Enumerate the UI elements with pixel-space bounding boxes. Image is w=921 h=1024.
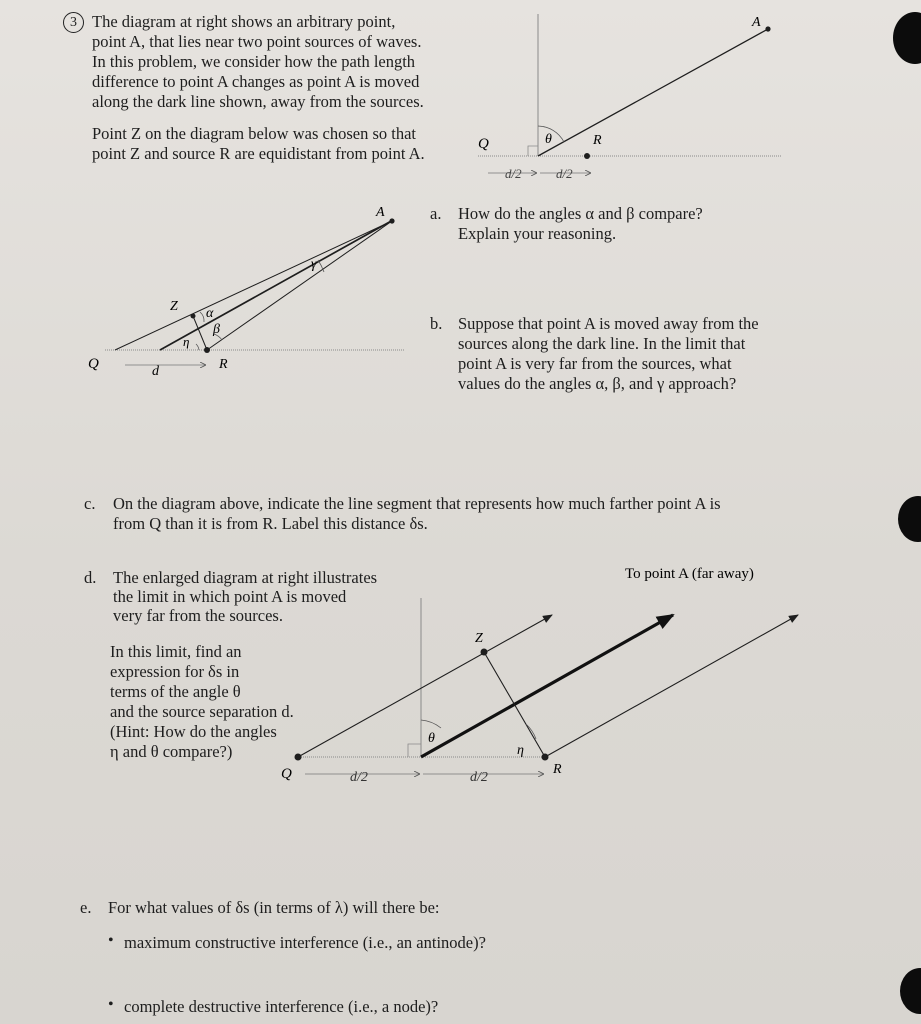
- intro-line-1: The diagram at right shows an arbitrary point,: [92, 12, 396, 31]
- z-line-1: Point Z on the diagram below was chosen so that: [92, 124, 416, 143]
- mid-label-a: A: [376, 205, 385, 220]
- part-d-line-8: (Hint: How do the angles: [110, 722, 277, 741]
- mid-label-d: d: [152, 364, 159, 379]
- top-label-q: Q: [478, 136, 489, 152]
- intro-line-5: along the dark line shown, away from the sources.: [92, 92, 424, 111]
- mid-label-alpha: α: [206, 306, 214, 321]
- bottom-arc-theta: [421, 720, 441, 728]
- bottom-caption: To point A (far away): [625, 566, 754, 582]
- top-dark-line: [538, 29, 768, 156]
- mid-label-gamma: γ: [311, 257, 317, 272]
- bottom-label-z: Z: [475, 631, 483, 646]
- bottom-label-r: R: [553, 762, 562, 777]
- top-label-d-left: d/2: [505, 166, 522, 181]
- mid-label-r: R: [219, 357, 228, 372]
- mid-arc-eta: [196, 344, 199, 350]
- bottom-label-theta: θ: [428, 731, 435, 746]
- part-b-line-4: values do the angles α, β, and γ approach?: [458, 374, 737, 393]
- top-label-theta: θ: [545, 132, 552, 147]
- part-b-letter: b.: [430, 314, 443, 333]
- bottom-segment-z-r: [484, 652, 545, 757]
- top-label-a: A: [752, 15, 761, 30]
- mid-line-q-to-a: [115, 222, 390, 350]
- part-c-line-1: On the diagram above, indicate the line segment that represents how much farther point A is: [113, 494, 721, 513]
- part-e-bullet-2: complete destructive interference (i.e., a node)?: [124, 997, 439, 1016]
- bottom-source-r-dot: [542, 754, 549, 761]
- mid-label-z: Z: [170, 299, 178, 314]
- mid-label-eta: η: [183, 334, 190, 349]
- part-d-line-7: and the source separation d.: [110, 702, 294, 721]
- part-c-line-2: from Q than it is from R. Label this distance δs.: [113, 514, 428, 533]
- mid-label-beta: β: [213, 322, 220, 337]
- part-e-line: For what values of δs (in terms of λ) will there be:: [108, 898, 440, 917]
- part-d-line-1: The enlarged diagram at right illustrates: [113, 568, 378, 587]
- bottom-point-z-dot: [481, 649, 488, 656]
- intro-line-4: difference to point A changes as point A is moved: [92, 72, 420, 91]
- part-d-line-2: the limit in which point A is moved: [113, 587, 347, 606]
- bottom-label-eta: η: [517, 743, 524, 758]
- part-b-line-2: sources along the dark line. In the limit that: [458, 334, 746, 353]
- mid-line-r-to-a: [207, 221, 392, 350]
- mid-segment-z-r: [193, 316, 207, 350]
- bullet-marker-1: •: [108, 932, 114, 949]
- mid-point-z-dot: [191, 314, 196, 319]
- part-d-line-5: expression for δs in: [110, 662, 240, 681]
- top-source-r-dot: [584, 153, 590, 159]
- top-right-angle-mark: [528, 146, 538, 156]
- top-label-r: R: [593, 133, 602, 148]
- mid-arc-alpha: [200, 312, 204, 322]
- bottom-label-q: Q: [281, 766, 292, 782]
- mid-label-q: Q: [88, 356, 99, 372]
- diagram-top: [478, 14, 782, 181]
- part-d-line-4: In this limit, find an: [110, 642, 242, 661]
- diagram-bottom: [281, 566, 798, 785]
- z-line-2: point Z and source R are equidistant from point A.: [92, 144, 425, 163]
- mid-dark-line: [160, 220, 393, 350]
- bullet-marker-2: •: [108, 996, 114, 1013]
- mid-source-r-dot: [204, 347, 210, 353]
- bottom-label-d-left: d/2: [350, 770, 368, 785]
- top-label-d-right: d/2: [556, 166, 573, 181]
- part-e-bullet-1: maximum constructive interference (i.e., an antinode)?: [124, 933, 486, 952]
- problem-number: 3: [63, 12, 84, 33]
- part-d-line-9: η and θ compare?): [110, 742, 233, 761]
- bottom-ray-q: [298, 615, 552, 757]
- top-point-a-dot: [765, 26, 770, 31]
- bottom-source-q-dot: [295, 754, 302, 761]
- intro-line-2: point A, that lies near two point sources of waves.: [92, 32, 422, 51]
- bottom-ray-center: [421, 615, 673, 757]
- part-a-line-2: Explain your reasoning.: [458, 224, 617, 243]
- diagram-middle: [88, 205, 405, 379]
- part-b-line-3: point A is very far from the sources, what: [458, 354, 732, 373]
- part-a-line-1: How do the angles α and β compare?: [458, 204, 703, 223]
- part-d-line-3: very far from the sources.: [113, 606, 283, 625]
- part-d-line-6: terms of the angle θ: [110, 682, 241, 701]
- bottom-label-d-right: d/2: [470, 770, 488, 785]
- bottom-right-angle-mark: [408, 744, 421, 757]
- part-c-letter: c.: [84, 494, 96, 513]
- bottom-ray-r: [545, 615, 798, 757]
- mid-point-a-dot: [389, 218, 394, 223]
- part-a-letter: a.: [430, 204, 442, 223]
- part-b-line-1: Suppose that point A is moved away from the: [458, 314, 759, 333]
- part-e-letter: e.: [80, 898, 92, 917]
- part-d-letter: d.: [84, 568, 97, 587]
- intro-line-3: In this problem, we consider how the path length: [92, 52, 416, 71]
